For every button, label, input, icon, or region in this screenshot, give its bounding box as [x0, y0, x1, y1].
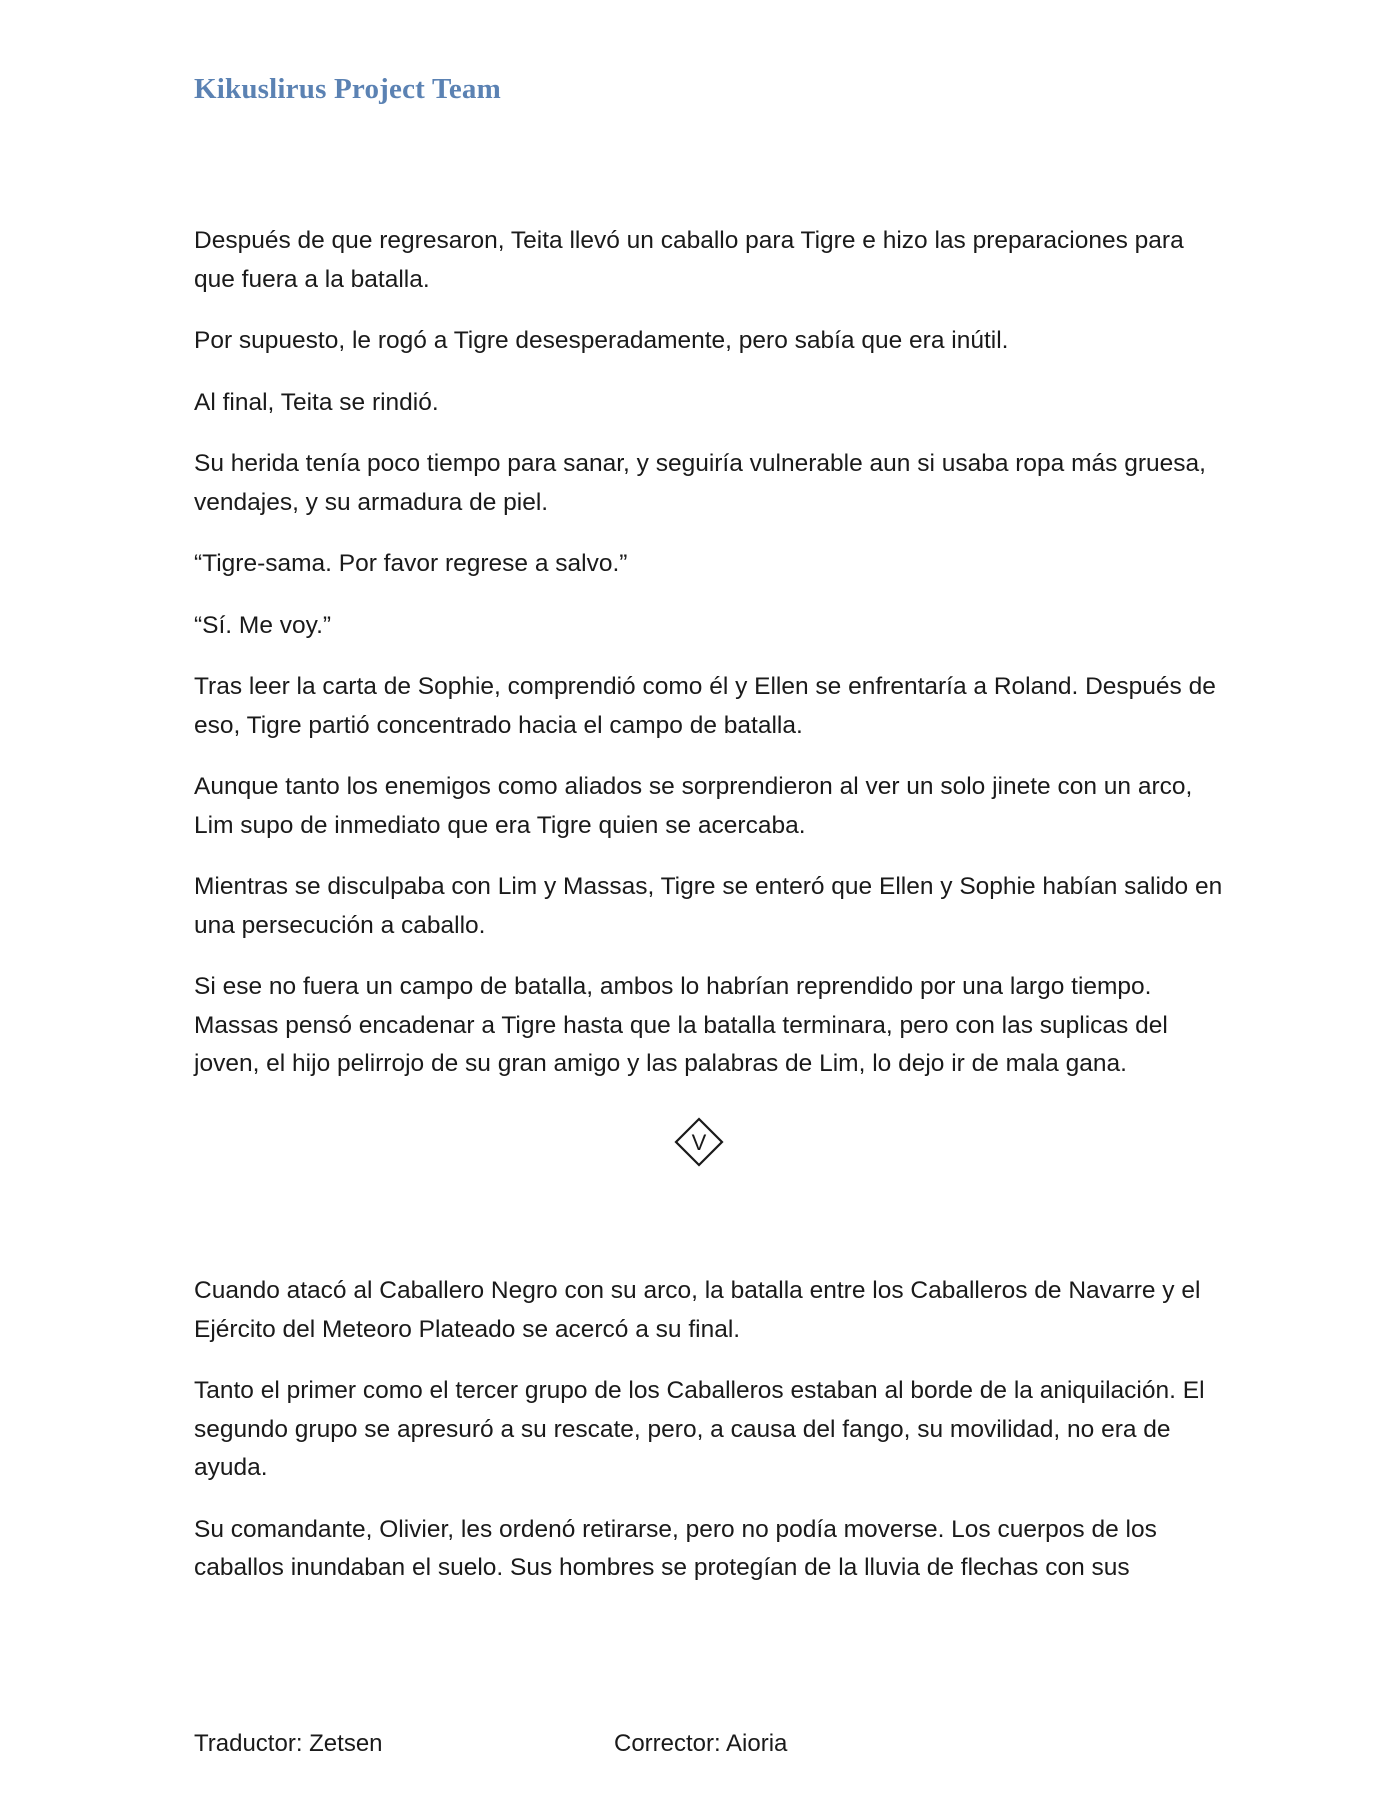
paragraph: Mientras se disculpaba con Lim y Massas, Tigre se enteró que Ellen y Sophie habían salido en una persecución a caballo.	[194, 873, 1223, 939]
paragraph: Después de que regresaron, Teita llevó un caballo para Tigre e hizo las preparaciones para que fuera a la batalla.	[194, 227, 1184, 293]
footer-translator: Traductor: Zetsen	[194, 1730, 383, 1757]
paragraph: Su herida tenía poco tiempo para sanar, y seguiría vulnerable aun si usaba ropa más gruesa, vendajes, y su armadura de piel.	[194, 450, 1206, 516]
paragraph: “Tigre-sama. Por favor regrese a salvo.”	[194, 550, 628, 577]
diamond-icon	[674, 1117, 724, 1167]
section-2	[194, 1272, 1224, 1611]
paragraph: Al final, Teita se rindió.	[194, 388, 439, 416]
paragraph: Tanto el primer como el tercer grupo de los Caballeros estaban al borde de la aniquilación. El segundo grupo se apresuró a su rescate, pero, a causa del fango, su movilidad, no era de ayuda.	[194, 1377, 1205, 1481]
section-1	[194, 222, 1224, 1107]
paragraph: “Sí. Me voy.”	[194, 611, 332, 639]
section-separator	[674, 1117, 724, 1167]
paragraph: Por supuesto, le rogó a Tigre desesperadamente, pero sabía que era inútil.	[194, 327, 1009, 354]
paragraph: Su comandante, Olivier, les ordenó retirarse, pero no podía moverse. Los cuerpos de los caballos inundaban el suelo. Sus hombres se protegían de la lluvia de flechas con sus	[194, 1515, 1157, 1581]
paragraph: Aunque tanto los enemigos como aliados se sorprendieron al ver un solo jinete con un arco, Lim supo de inmediato que era Tigre quien se acercaba.	[194, 773, 1193, 839]
paragraph: Si ese no fuera un campo de batalla, ambos lo habrían reprendido por una largo tiempo. Massas pensó encadenar a Tigre hasta que la batalla terminara, pero con las suplicas del joven, el hijo pelirrojo de su gran amigo y las palabras de Lim, lo dejo ir de mala gana.	[194, 973, 1168, 1077]
separator-letter: V	[691, 1130, 707, 1155]
paragraph: Tras leer la carta de Sophie, comprendió como él y Ellen se enfrentaría a Roland. Después de eso, Tigre partió concentrado hacia el campo de batalla.	[194, 673, 1216, 739]
footer-corrector: Corrector: Aioria	[614, 1730, 788, 1757]
header-title: Kikuslirus Project Team	[194, 73, 501, 105]
paragraph: Cuando atacó al Caballero Negro con su arco, la batalla entre los Caballeros de Navarre y el Ejército del Meteoro Plateado se acercó a su final.	[194, 1277, 1201, 1343]
